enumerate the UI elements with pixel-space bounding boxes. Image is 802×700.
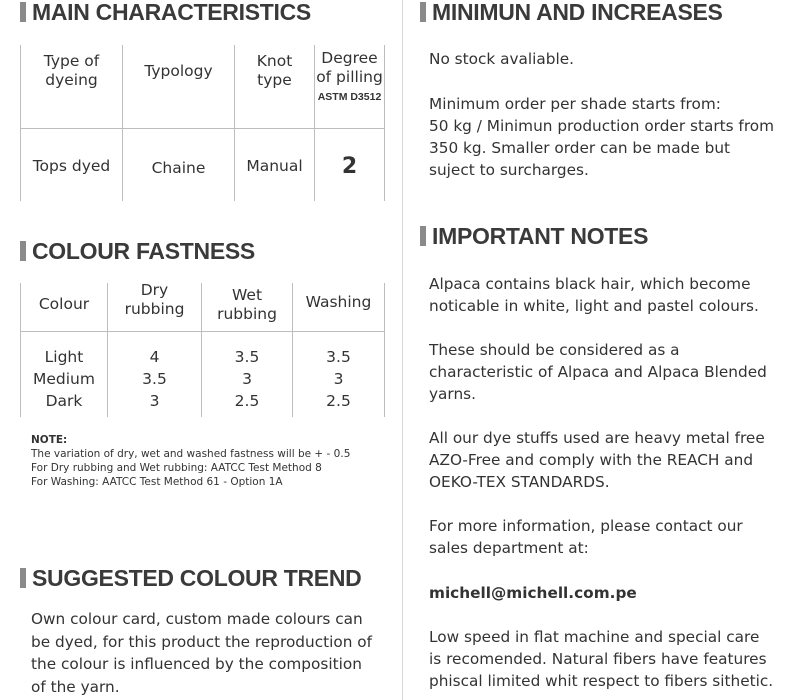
stock-text: No stock avaliable. (429, 50, 575, 68)
main-characteristics-heading (20, 0, 311, 26)
heading-bar-icon (420, 2, 426, 22)
header-degree-of-pilling: Degree of pilling ASTM D3512 (316, 49, 383, 103)
suggested-trend-heading (20, 565, 361, 592)
header-knot-type: Knot type (256, 52, 293, 89)
header-type-of-dyeing: Type of dyeing (43, 52, 100, 89)
contact-email-link[interactable]: michell@michell.com.pe (429, 584, 637, 602)
suggested-trend-title: SUGGESTED COLOUR TREND (32, 565, 362, 591)
colour-fastness-heading (20, 238, 255, 265)
note-label: NOTE: (31, 434, 68, 446)
column-divider (402, 0, 403, 700)
heading-bar-icon (20, 241, 26, 261)
important-note-3: All our dye stuffs used are heavy metal free AZO-Free and comply with the REACH and OEKO-TEX STANDARDS. (429, 429, 765, 491)
header-colour: Colour (38, 294, 90, 313)
heading-bar-icon (20, 568, 26, 588)
minimum-order-text: Minimum order per shade starts from: 50 kg / Minimun production order starts from 350 kg. Smaller order can be made but suject to surcharges. (429, 95, 775, 179)
heading-bar-icon (20, 2, 26, 22)
important-note-4: For more information, please contact our sales department at: (429, 517, 743, 557)
important-notes-heading (420, 223, 648, 250)
note-line-1: The variation of dry, wet and washed fastness will be + - 0.5 (31, 448, 351, 460)
note-line-3: For Washing: AATCC Test Method 61 - Option 1A (31, 476, 283, 488)
important-notes-title: IMPORTANT NOTES (432, 223, 649, 249)
cell-manual: Manual (246, 156, 303, 175)
header-wet-rubbing: Wet rubbing (217, 286, 277, 323)
cell-chaine: Chaine (151, 158, 206, 177)
heading-bar-icon (420, 226, 426, 246)
fastness-note (31, 433, 350, 489)
right-column (404, 0, 802, 700)
note-line-2: For Dry rubbing and Wet rubbing: AATCC Test Method 8 (31, 462, 322, 474)
header-washing: Washing (305, 292, 372, 311)
main-characteristics-title: MAIN CHARACTERISTICS (32, 0, 311, 25)
minimum-heading (420, 0, 723, 26)
suggested-trend-text: Own colour card, custom made colours can be dyed, for this product the reproduction of the colour is influenced by the composition of the yarn. (31, 610, 373, 696)
left-column (0, 0, 400, 700)
important-note-5: Low speed in flat machine and special care is recomended. Natural fibers have features phiscal limited whit respect to fibers sithetic. (429, 628, 774, 690)
cell-tops-dyed: Tops dyed (32, 156, 111, 175)
important-note-2: These should be considered as a characteristic of Alpaca and Alpaca Blended yarns. (429, 341, 767, 403)
cell-pilling-degree: 2 (341, 153, 358, 179)
astm-standard-label: ASTM D3512 (317, 91, 382, 103)
header-typology: Typology (144, 61, 213, 80)
header-dry-rubbing: Dry rubbing (124, 281, 185, 318)
main-characteristics-table (20, 45, 385, 201)
colour-fastness-title: COLOUR FASTNESS (32, 238, 255, 264)
important-note-1: Alpaca contains black hair, which become noticable in white, light and pastel colours. (429, 275, 759, 315)
minimum-title: MINIMUN AND INCREASES (432, 0, 723, 25)
colour-fastness-table: Colour Dry rubbing Wet rubbing Washing Light 4 3.5 3.5 Medium 3.5 3 3 Dark 3 2.5 2.5 (20, 283, 385, 417)
